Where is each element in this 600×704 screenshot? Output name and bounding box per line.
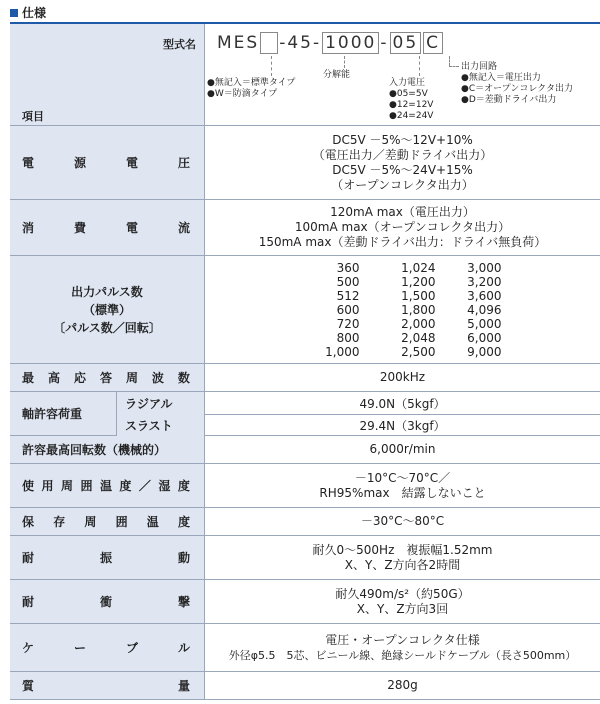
- label-char: 電: [22, 156, 35, 170]
- pulse-value: 3,000: [467, 260, 502, 275]
- type-note: [207, 78, 295, 100]
- label-char: 度: [177, 479, 190, 493]
- voltage-note: [389, 78, 433, 122]
- row-cable: [10, 624, 600, 672]
- label-char: 高: [47, 371, 60, 385]
- label-char: 源: [73, 156, 86, 170]
- radial-value: 49.0N（5kgf）: [204, 392, 600, 414]
- value-line: DC5V －5%～24V+15%: [332, 162, 473, 177]
- label-char: 囲: [80, 479, 93, 493]
- leader-output-h: [449, 66, 459, 67]
- row-label: [10, 256, 204, 363]
- row-storage-temp: [10, 508, 600, 536]
- label-line: 〔パルス数／回転〕: [53, 320, 161, 335]
- row-label: [10, 672, 204, 699]
- output-note-line: ●C＝オープンコレクタ出力: [461, 84, 573, 94]
- resolution-note: 分解能: [323, 70, 351, 80]
- pulse-value: 1,024: [401, 260, 436, 275]
- label-char: 消: [22, 221, 35, 235]
- row-label: [10, 536, 204, 579]
- label-char: 温: [146, 515, 159, 529]
- leader-type: [271, 56, 272, 76]
- row-label: [10, 364, 204, 391]
- pulse-grid: [304, 261, 502, 359]
- pulse-value: 2,048: [401, 330, 436, 345]
- model-sep-2: -: [380, 33, 389, 53]
- voltage-note-title: 入力電圧: [389, 78, 426, 88]
- row-label: [10, 126, 204, 199]
- output-note: [461, 62, 573, 106]
- label-char: 衝: [99, 595, 112, 609]
- pulse-value: 512: [336, 288, 360, 303]
- row-label: [10, 624, 204, 671]
- label-char: ケ: [22, 641, 35, 655]
- spaced-label: [22, 639, 190, 656]
- type-note-line: ●W＝防滴タイプ: [207, 89, 278, 99]
- radial-label: ラジアル: [116, 392, 204, 414]
- model-code-cell: [204, 24, 600, 126]
- pulse-value: 1,800: [401, 302, 436, 317]
- label-char: 最: [22, 371, 35, 385]
- label-char: 撃: [177, 595, 190, 609]
- label-char: 流: [177, 221, 190, 235]
- voltage-note-line: ●05=5V: [389, 89, 428, 99]
- row-value: 6,000r/min: [204, 436, 600, 463]
- pulse-value: 3,200: [467, 274, 502, 289]
- label-char: 電: [125, 156, 138, 170]
- pulse-value: 600: [336, 302, 360, 317]
- label-char: 用: [41, 479, 54, 493]
- row-value: [204, 580, 600, 623]
- label-char: 耐: [22, 551, 35, 565]
- label-char: 量: [177, 679, 190, 693]
- row-power-voltage: [10, 126, 600, 200]
- value-line: X、Y、Z方向3回: [356, 601, 449, 616]
- value-line: －10°C～70°C／: [354, 470, 451, 485]
- row-value: 280g: [204, 672, 600, 699]
- row-operating-temp: [10, 464, 600, 508]
- pulse-value: 4,096: [467, 302, 502, 317]
- label-char: 周: [84, 515, 97, 529]
- label-char: 度: [177, 515, 190, 529]
- model-label: 型式名: [163, 38, 196, 51]
- model-prefix: MES: [217, 33, 260, 53]
- label-char: 応: [73, 371, 86, 385]
- thrust-label: スラスト: [116, 414, 204, 436]
- pulse-value: 9,000: [467, 344, 502, 359]
- label-char: ブ: [125, 641, 138, 655]
- model-type-box: [260, 32, 278, 54]
- spaced-label: [22, 549, 190, 566]
- label-char: ル: [177, 641, 190, 655]
- label-char: 保: [22, 515, 35, 529]
- value-line: 耐久0～500Hz 複振幅1.52mm: [312, 542, 493, 557]
- model-output-box: C: [423, 32, 443, 54]
- item-label: 項目: [22, 110, 44, 123]
- leader-output: [449, 56, 450, 66]
- spaced-label: [22, 513, 190, 530]
- pulse-value: 1,200: [401, 274, 436, 289]
- label-char: 動: [177, 551, 190, 565]
- row-label: [10, 508, 204, 535]
- type-note-line: ●無記入＝標準タイプ: [207, 78, 296, 88]
- row-label: 軸許容荷重: [10, 392, 116, 435]
- voltage-note-line: ●12=12V: [389, 100, 434, 110]
- row-value: [204, 126, 600, 199]
- label-char: 存: [53, 515, 66, 529]
- voltage-note-line: ●24=24V: [389, 111, 434, 121]
- value-line: 120mA max（電圧出力）: [330, 205, 475, 219]
- row-label: [10, 200, 204, 255]
- row-shock: [10, 580, 600, 624]
- label-char: 答: [99, 371, 112, 385]
- value-line: （オープンコレクタ出力）: [331, 177, 474, 192]
- row-label: [10, 464, 204, 507]
- label-char: 波: [151, 371, 164, 385]
- row-value: －30°C～80°C: [204, 508, 600, 535]
- label-char: 電: [125, 221, 138, 235]
- pulse-value: 3,600: [467, 288, 502, 303]
- label-char: 振: [99, 551, 112, 565]
- value-line: 耐久490m/s²（約50G）: [335, 586, 470, 601]
- row-value: [204, 624, 600, 671]
- pulse-value: 2,000: [401, 316, 436, 331]
- section-marker-icon: [10, 9, 18, 17]
- label-char: 質: [22, 679, 35, 693]
- pulse-value: 2,500: [401, 344, 436, 359]
- row-shaft-load: [10, 392, 600, 436]
- header-label-cell: [10, 24, 204, 126]
- row-label: 許容最高回転数（機械的）: [10, 436, 204, 463]
- label-char: 周: [125, 371, 138, 385]
- label-char: 囲: [115, 515, 128, 529]
- output-note-line: ●無記入＝電圧出力: [461, 73, 541, 83]
- row-max-speed: [10, 436, 600, 464]
- value-line: 100mA max（オープンコレクタ出力）: [294, 220, 511, 234]
- row-value: [204, 200, 600, 255]
- output-note-line: ●D＝差動ドライバ出力: [461, 95, 557, 105]
- label-char: 費: [73, 221, 86, 235]
- label-char: ー: [73, 641, 86, 655]
- output-note-title: 出力回路: [461, 62, 498, 72]
- row-value: [204, 536, 600, 579]
- pulse-value: 6,000: [467, 330, 502, 345]
- row-pulse: [10, 256, 600, 364]
- model-voltage-box: 05: [390, 32, 422, 54]
- label-char: ／: [138, 479, 151, 493]
- value-line: RH95%max 結露しないこと: [319, 485, 486, 500]
- spaced-label: [22, 677, 190, 694]
- pulse-value: 500: [336, 274, 360, 289]
- label-char: 数: [177, 371, 190, 385]
- section-title-text: 仕様: [22, 6, 47, 20]
- model-code: [217, 32, 444, 54]
- value-line: X、Y、Z方向各2時間: [344, 557, 461, 572]
- pulse-value: 800: [336, 330, 360, 345]
- thrust-value: 29.4N（3kgf）: [204, 414, 600, 436]
- section-title: [10, 4, 46, 21]
- row-value: [204, 464, 600, 507]
- value-line: 150mA max（差動ドライバ出力：ドライバ無負荷）: [258, 235, 547, 249]
- pulse-value: 1,000: [325, 344, 360, 359]
- leader-resolution: [344, 56, 345, 68]
- row-current: [10, 200, 600, 256]
- label-char: 周: [60, 479, 73, 493]
- spaced-label: [22, 477, 190, 494]
- label-line: 出力パルス数: [71, 284, 143, 299]
- row-vibration: [10, 536, 600, 580]
- spaced-label: [22, 219, 190, 236]
- pulse-value: 5,000: [467, 316, 502, 331]
- label-line: （標準）: [82, 302, 131, 317]
- leader-voltage: [419, 56, 420, 76]
- pulse-value: 720: [336, 316, 360, 331]
- row-value: 200kHz: [204, 364, 600, 391]
- row-label: [10, 580, 204, 623]
- label-char: 湿: [158, 479, 171, 493]
- spaced-label: [22, 369, 190, 386]
- label-char: 耐: [22, 595, 35, 609]
- label-char: 度: [119, 479, 132, 493]
- spaced-label: [22, 593, 190, 610]
- label-char: 圧: [177, 156, 190, 170]
- value-line: DC5V －5%～12V+10%: [332, 132, 473, 147]
- label-char: 温: [99, 479, 112, 493]
- model-sep-1: -45-: [279, 33, 322, 53]
- pulse-value: 1,500: [401, 288, 436, 303]
- value-line: 電圧・オープンコレクタ仕様: [325, 632, 480, 647]
- value-line: （電圧出力／差動ドライバ出力）: [312, 147, 493, 162]
- label-char: 使: [22, 479, 35, 493]
- pulse-value: 360: [336, 260, 360, 275]
- row-mass: [10, 672, 600, 700]
- model-resolution-box: 1000: [322, 32, 379, 54]
- row-value: [204, 256, 600, 363]
- spaced-label: [22, 154, 190, 171]
- row-frequency: [10, 364, 600, 392]
- value-line: 外径φ5.5 5芯、ビニール線、絶縁シールドケーブル（長さ500mm）: [228, 648, 577, 662]
